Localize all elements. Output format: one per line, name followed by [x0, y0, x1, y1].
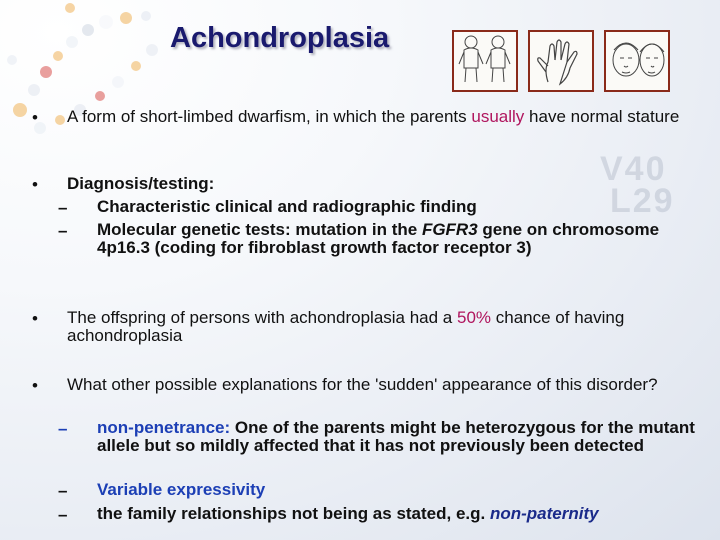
- bullet-2-heading: Diagnosis/testing:: [67, 174, 215, 193]
- slide-title: Achondroplasia: [170, 22, 390, 54]
- bullet-4-text: What other possible explanations for the 'sudden' appearance of this disorder?: [67, 375, 658, 394]
- background-number: V40: [600, 150, 667, 188]
- dash-marker: –: [58, 221, 68, 240]
- bullet-3-highlight: 50%: [457, 308, 492, 327]
- bullet-2-item-2-post: gene on chromosome 4p16.3 (coding for fibroblast growth factor receptor 3): [97, 220, 660, 257]
- dash-marker: –: [58, 419, 68, 438]
- bullet-2-item-2-pre: Molecular genetic tests: mutation in the: [97, 220, 422, 239]
- bullet-4-item-3-text: the family relationships not being as stated, e.g.: [97, 504, 490, 523]
- bullet-marker: •: [32, 309, 38, 328]
- bullet-3-post: chance of having achondroplasia: [67, 308, 625, 345]
- gene-name: FGFR3: [421, 220, 478, 239]
- non-penetrance-text: One of the parents might be heterozygous for the mutant allele but so mildly affected that it has not previously been detected: [97, 418, 695, 455]
- bullet-3-pre: The offspring of persons with achondroplasia had a: [67, 308, 457, 327]
- background-number: L29: [610, 182, 675, 220]
- bullet-2-item-1: Characteristic clinical and radiographic finding: [97, 197, 477, 216]
- dash-marker: –: [58, 481, 68, 500]
- bullet-2-item-2: [97, 221, 707, 257]
- bullet-marker: •: [32, 108, 38, 127]
- bullet-1-pre: A form of short-limbed dwarfism, in which the parents: [67, 107, 472, 126]
- bullet-1-highlight: usually: [471, 107, 525, 126]
- bullet-marker: •: [32, 376, 38, 395]
- bullet-4-item-1: [97, 419, 707, 455]
- face-illustration: [604, 30, 670, 92]
- hand-illustration: [528, 30, 594, 92]
- bullet-marker: •: [32, 175, 38, 194]
- illustration-strip: [452, 30, 670, 92]
- body-illustration: [452, 30, 518, 92]
- bullet-1-text: [67, 108, 707, 126]
- bullet-3-text: [67, 309, 707, 345]
- non-penetrance-label: non-penetrance:: [97, 418, 231, 437]
- bullet-4-item-3: [97, 505, 707, 523]
- bullet-4-item-2: Variable expressivity: [97, 480, 266, 499]
- non-paternity-term: non-paternity: [489, 504, 599, 523]
- bullet-1-post: have normal stature: [524, 107, 680, 126]
- dash-marker: –: [58, 505, 68, 524]
- dash-marker: –: [58, 198, 68, 217]
